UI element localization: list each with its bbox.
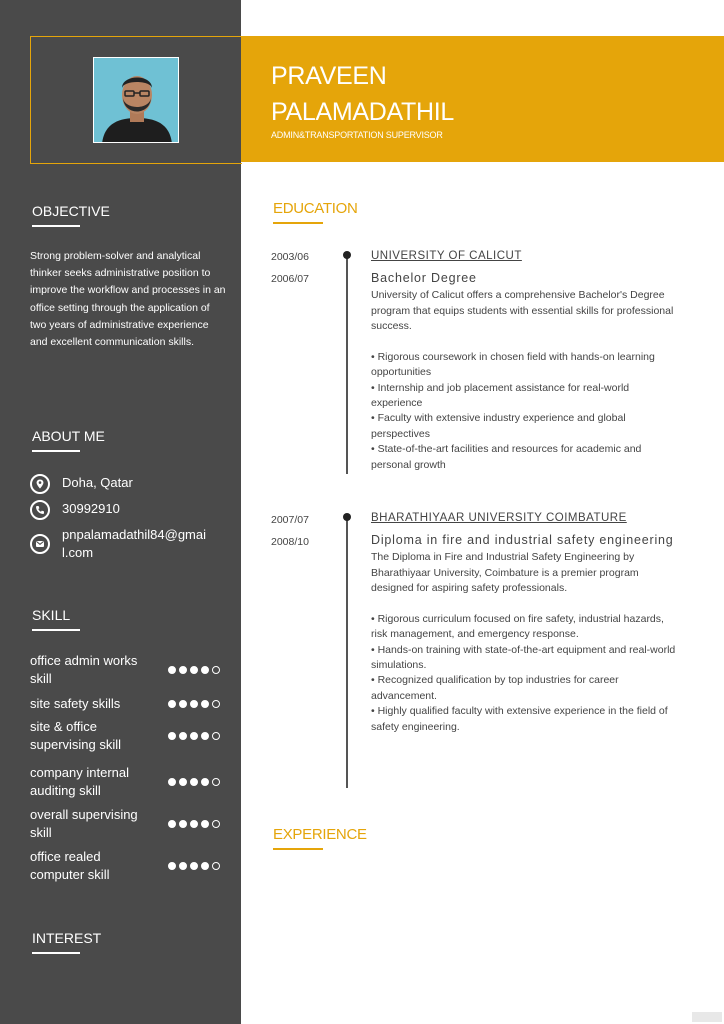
- rating-dot-filled: [190, 700, 198, 708]
- timeline-dot-2: [343, 513, 351, 521]
- rating-dot-filled: [201, 778, 209, 786]
- rating-dot-filled: [201, 700, 209, 708]
- edu-2-bullet: • Recognized qualification by top industries for career advancement.: [371, 674, 619, 702]
- header-banner: [241, 36, 724, 162]
- edu-2-bullets: [371, 612, 676, 735]
- contact-phone-text: 30992910: [62, 501, 120, 516]
- skill-heading-text: SKILL: [32, 607, 71, 623]
- skill-row: [30, 764, 220, 800]
- about-heading: [32, 428, 105, 444]
- skill-label: office admin works skill: [30, 653, 138, 686]
- timeline-dot-1: [343, 251, 351, 259]
- rating-dot-filled: [190, 778, 198, 786]
- skill-rating: [168, 862, 220, 870]
- job-title: ADMIN&TRANSPORTATION SUPERVISOR: [271, 130, 443, 140]
- rating-dot-filled: [190, 820, 198, 828]
- objective-text: Strong problem-solver and analytical thinker seeks administrative position to improve the workflow and processes in an office setting through the application of two years of administrative experience and excellent communication skills.: [30, 250, 226, 349]
- skill-row: [30, 806, 220, 842]
- interest-heading-rule: [32, 952, 80, 954]
- about-heading-text: ABOUT ME: [32, 428, 105, 444]
- rating-dot-filled: [201, 732, 209, 740]
- edu-2-end: 2008/10: [271, 536, 309, 548]
- rating-dot-filled: [179, 862, 187, 870]
- rating-dot-empty: [212, 778, 220, 786]
- edu-2-degree: Diploma in fire and industrial safety engineering: [371, 533, 674, 547]
- rating-dot-filled: [201, 666, 209, 674]
- edu-2-bullet: • Rigorous curriculum focused on fire safety, industrial hazards, risk management, and emergency response.: [371, 612, 664, 641]
- edu-1-bullet: • Rigorous coursework in chosen field with hands-on learning opportunities: [371, 350, 655, 379]
- interest-heading: [32, 930, 101, 946]
- contact-location: [30, 474, 212, 494]
- education-heading-text: EDUCATION: [273, 200, 358, 217]
- timeline-line-1: [346, 254, 348, 474]
- edu-2-bullet: • Highly qualified faculty with extensive experience in the field of safety engineering.: [371, 705, 668, 733]
- skill-row: [30, 652, 220, 688]
- skill-label: overall supervising skill: [30, 807, 138, 840]
- rating-dot-filled: [168, 820, 176, 828]
- skill-heading-rule: [32, 629, 80, 631]
- edu-1-description: University of Calicut offers a comprehensive Bachelor's Degree program that equips students with essential skills for professional success.: [371, 289, 674, 333]
- edu-2-school: BHARATHIYAAR UNIVERSITY COIMBATURE: [371, 512, 627, 524]
- edu-1-end: 2006/07: [271, 273, 309, 285]
- rating-dot-filled: [179, 700, 187, 708]
- contact-email-text[interactable]: pnpalamadathil84@gmail.com: [62, 527, 207, 560]
- skill-rating: [168, 666, 220, 674]
- skill-rating: [168, 778, 220, 786]
- edu-1-bullet: • Internship and job placement assistance for real-world experience: [371, 381, 630, 409]
- profile-photo: [93, 57, 179, 143]
- experience-heading: [273, 826, 367, 843]
- experience-heading-text: EXPERIENCE: [273, 826, 367, 843]
- skill-row: [30, 718, 220, 754]
- rating-dot-filled: [179, 732, 187, 740]
- about-heading-rule: [32, 450, 80, 452]
- edu-2-entry: [371, 510, 676, 735]
- rating-dot-filled: [190, 862, 198, 870]
- edu-2-description: The Diploma in Fire and Industrial Safety Engineering by Bharathiyaar University, Coimbature is a premier program designed for aspiring safety professionals.: [371, 551, 639, 595]
- rating-dot-empty: [212, 666, 220, 674]
- rating-dot-empty: [212, 820, 220, 828]
- edu-1-dates: [271, 246, 309, 290]
- rating-dot-filled: [179, 820, 187, 828]
- watermark-logo: [692, 1012, 722, 1022]
- objective-heading-rule: [32, 225, 80, 227]
- skill-rating: [168, 700, 220, 708]
- skill-row: [30, 695, 220, 713]
- skill-label: site & office supervising skill: [30, 719, 122, 752]
- edu-1-entry: [371, 248, 676, 473]
- objective-heading-text: OBJECTIVE: [32, 203, 110, 219]
- rating-dot-empty: [212, 700, 220, 708]
- email-icon: [30, 534, 50, 554]
- rating-dot-filled: [190, 732, 198, 740]
- edu-1-bullets: [371, 350, 676, 473]
- experience-heading-rule: [273, 848, 323, 850]
- edu-1-bullet: • Faculty with extensive industry experience and global perspectives: [371, 412, 626, 440]
- name-first: PRAVEEN: [271, 62, 387, 90]
- contact-location-text: Doha, Qatar: [62, 475, 133, 490]
- rating-dot-filled: [168, 862, 176, 870]
- skill-label: office realed computer skill: [30, 849, 110, 882]
- location-pin-icon: [30, 474, 50, 494]
- education-heading: [273, 200, 358, 217]
- objective-heading: [32, 203, 110, 219]
- contact-phone: [30, 500, 212, 520]
- skill-label: site safety skills: [30, 696, 121, 711]
- rating-dot-empty: [212, 862, 220, 870]
- rating-dot-filled: [168, 666, 176, 674]
- rating-dot-filled: [168, 700, 176, 708]
- skill-row: [30, 848, 220, 884]
- rating-dot-filled: [168, 732, 176, 740]
- timeline-line-2: [346, 516, 348, 788]
- edu-1-school: UNIVERSITY OF CALICUT: [371, 250, 522, 262]
- edu-2-start: 2007/07: [271, 514, 309, 526]
- edu-2-dates: [271, 509, 309, 553]
- skill-rating: [168, 820, 220, 828]
- edu-2-bullet: • Hands-on training with state-of-the-art equipment and real-world simulations.: [371, 643, 676, 671]
- interest-heading-text: INTEREST: [32, 930, 102, 946]
- rating-dot-filled: [168, 778, 176, 786]
- skill-heading: [32, 607, 70, 623]
- rating-dot-empty: [212, 732, 220, 740]
- edu-1-start: 2003/06: [271, 251, 309, 263]
- skill-label: company internal auditing skill: [30, 765, 129, 798]
- name-last: PALAMADATHIL: [271, 98, 455, 126]
- candidate-name: [271, 58, 454, 130]
- edu-1-degree: Bachelor Degree: [371, 271, 477, 285]
- phone-icon: [30, 500, 50, 520]
- rating-dot-filled: [179, 666, 187, 674]
- rating-dot-filled: [179, 778, 187, 786]
- education-heading-rule: [273, 222, 323, 224]
- rating-dot-filled: [190, 666, 198, 674]
- contact-email[interactable]: [30, 526, 212, 562]
- rating-dot-filled: [201, 862, 209, 870]
- edu-1-bullet: • State-of-the-art facilities and resources for academic and personal growth: [371, 443, 642, 471]
- skill-rating: [168, 732, 220, 740]
- rating-dot-filled: [201, 820, 209, 828]
